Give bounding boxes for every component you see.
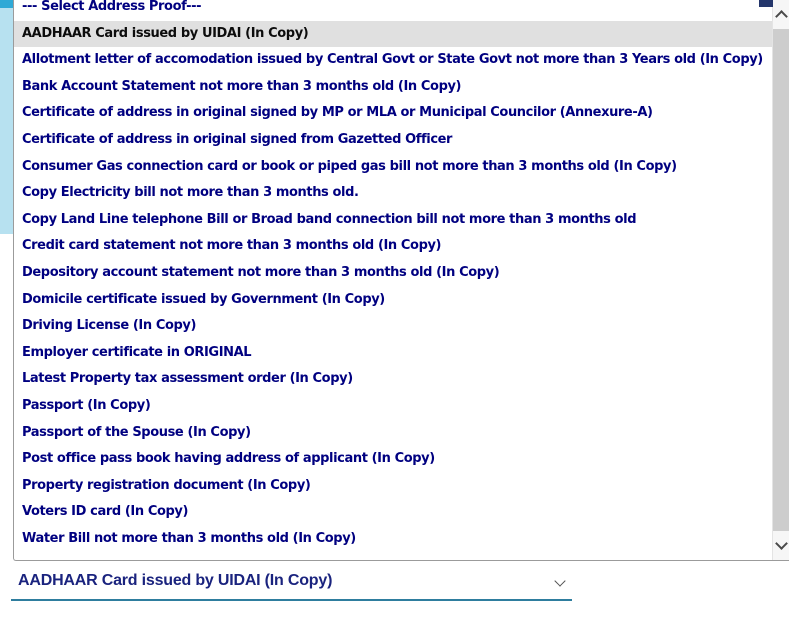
dropdown-option[interactable]: Latest Property tax assessment order (In Copy)	[22, 371, 353, 387]
address-proof-dropdown-list	[13, 0, 789, 561]
address-proof-select[interactable]	[11, 569, 572, 601]
dropdown-option[interactable]: Passport (In Copy)	[22, 397, 151, 413]
dropdown-options	[14, 0, 772, 552]
dropdown-option[interactable]: Post office pass book having address of applicant (In Copy)	[22, 451, 435, 467]
select-value: AADHAAR Card issued by UIDAI (In Copy)	[18, 572, 333, 589]
dropdown-option[interactable]: Passport of the Spouse (In Copy)	[22, 424, 251, 440]
dropdown-option[interactable]: Water Bill not more than 3 months old (In Copy)	[22, 530, 356, 546]
scrollbar-up-button[interactable]	[773, 0, 789, 29]
dropdown-option[interactable]: Employer certificate in ORIGINAL	[22, 344, 252, 360]
dropdown-option[interactable]: Copy Land Line telephone Bill or Broad band connection bill not more than 3 months old	[22, 211, 637, 227]
dropdown-option[interactable]: Bank Account Statement not more than 3 months old (In Copy)	[22, 78, 462, 94]
chevron-up-icon	[775, 10, 788, 23]
select-underline	[11, 599, 572, 601]
dropdown-option[interactable]: --- Select Address Proof---	[22, 0, 202, 14]
dropdown-option[interactable]: Voters ID card (In Copy)	[22, 504, 189, 520]
chevron-down-icon	[554, 575, 565, 586]
dropdown-option[interactable]: Allotment letter of accomodation issued by Central Govt or State Govt not more than 3 Years old (In Copy)	[22, 52, 763, 68]
dropdown-option[interactable]: Credit card statement not more than 3 months old (In Copy)	[22, 238, 442, 254]
chevron-down-icon	[775, 537, 788, 550]
dropdown-option[interactable]: Consumer Gas connection card or book or piped gas bill not more than 3 months old (In Copy)	[22, 158, 677, 174]
dropdown-scrollbar[interactable]	[772, 0, 789, 560]
dropdown-option[interactable]: AADHAAR Card issued by UIDAI (In Copy)	[14, 21, 772, 48]
page-left-strip-cap	[0, 0, 13, 8]
dropdown-option[interactable]: Depository account statement not more than 3 months old (In Copy)	[22, 264, 500, 280]
dropdown-option[interactable]: Driving License (In Copy)	[22, 318, 197, 334]
dropdown-option[interactable]: Certificate of address in original signed by MP or MLA or Municipal Councilor (Annexure-A)	[22, 105, 653, 121]
dropdown-option[interactable]: Copy Electricity bill not more than 3 months old.	[22, 185, 359, 201]
scrollbar-down-button[interactable]	[773, 531, 789, 560]
page-left-strip	[0, 0, 13, 234]
dropdown-option[interactable]: Domicile certificate issued by Government (In Copy)	[22, 291, 385, 307]
dropdown-option[interactable]: Property registration document (In Copy)	[22, 477, 311, 493]
page-corner-fragment	[759, 0, 773, 7]
dropdown-option[interactable]: Certificate of address in original signed from Gazetted Officer	[22, 131, 453, 147]
